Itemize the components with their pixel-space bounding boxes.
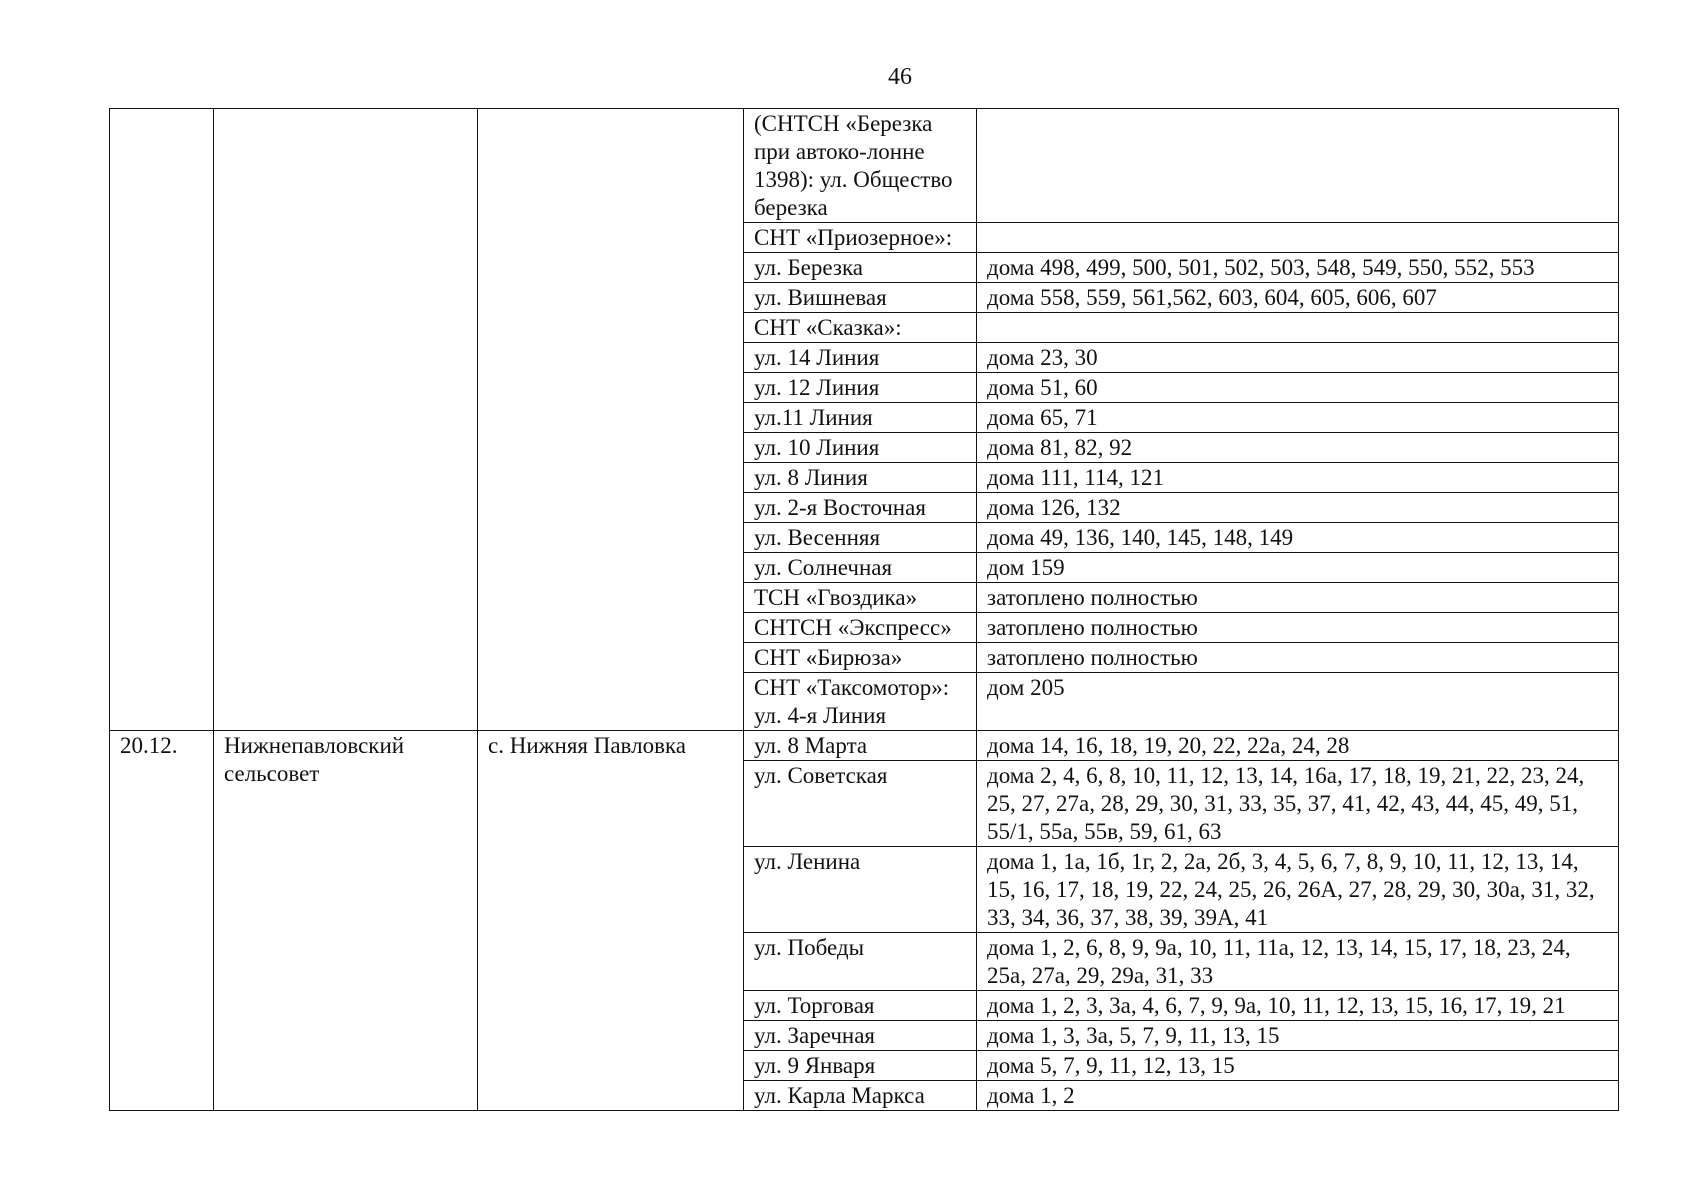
address-table xyxy=(109,108,1619,1111)
houses-cell xyxy=(977,313,1619,343)
houses-cell: дома 1, 3, 3а, 5, 7, 9, 11, 13, 15 xyxy=(977,1021,1619,1051)
street-cell: ул. 9 Января xyxy=(744,1051,977,1081)
houses-cell: дома 1, 2 xyxy=(977,1081,1619,1111)
address-table-body xyxy=(110,109,1619,1111)
houses-cell: дома 51, 60 xyxy=(977,373,1619,403)
houses-cell: дома 1, 2, 6, 8, 9, 9а, 10, 11, 11а, 12, 13, 14, 15, 17, 18, 23, 24, 25а, 27а, 29, 29а, 31, 33 xyxy=(977,933,1619,991)
street-cell: ул. Советская xyxy=(744,761,977,847)
houses-cell: дома 81, 82, 92 xyxy=(977,433,1619,463)
street-cell: ул. Солнечная xyxy=(744,553,977,583)
street-cell: ул. Победы xyxy=(744,933,977,991)
table-row xyxy=(110,109,1619,223)
houses-cell: дом 159 xyxy=(977,553,1619,583)
page-number: 46 xyxy=(888,64,912,90)
street-cell: ул. Березка xyxy=(744,253,977,283)
houses-cell: дома 111, 114, 121 xyxy=(977,463,1619,493)
street-cell: ул. Карла Маркса xyxy=(744,1081,977,1111)
houses-cell xyxy=(977,223,1619,253)
houses-cell: дома 23, 30 xyxy=(977,343,1619,373)
street-cell: ул. 8 Марта xyxy=(744,731,977,761)
empty-number-cell xyxy=(110,109,214,731)
houses-cell: затоплено полностью xyxy=(977,613,1619,643)
table-row xyxy=(110,731,1619,761)
houses-cell: затоплено полностью xyxy=(977,583,1619,613)
street-cell: СНТ «Приозерное»: xyxy=(744,223,977,253)
houses-cell: дома 498, 499, 500, 501, 502, 503, 548, 549, 550, 552, 553 xyxy=(977,253,1619,283)
street-cell: ул. 8 Линия xyxy=(744,463,977,493)
houses-cell: дома 2, 4, 6, 8, 10, 11, 12, 13, 14, 16а, 17, 18, 19, 21, 22, 23, 24, 25, 27, 27а, 28, 29, 30, 31, 33, 35, 37, 41, 42, 43, 44, 45, 49, 51, 55/1, 55а, 55в, 59, 61, 63 xyxy=(977,761,1619,847)
street-cell: СНТ «Бирюза» xyxy=(744,643,977,673)
houses-cell: дом 205 xyxy=(977,673,1619,731)
empty-settlement-cell xyxy=(478,109,744,731)
houses-cell: дома 1, 1а, 1б, 1г, 2, 2а, 2б, 3, 4, 5, 6, 7, 8, 9, 10, 11, 12, 13, 14, 15, 16, 17, 18, 19, 22, 24, 25, 26, 26А, 27, 28, 29, 30, 30а, 31, 32, 33, 34, 36, 37, 38, 39, 39А, 41 xyxy=(977,847,1619,933)
houses-cell: дома 1, 2, 3, 3а, 4, 6, 7, 9, 9а, 10, 11, 12, 13, 15, 16, 17, 19, 21 xyxy=(977,991,1619,1021)
street-cell: ул.11 Линия xyxy=(744,403,977,433)
settlement-cell: с. Нижняя Павловка xyxy=(478,731,744,1111)
houses-cell: затоплено полностью xyxy=(977,643,1619,673)
entry-number-cell: 20.12. xyxy=(110,731,214,1111)
houses-cell: дома 558, 559, 561,562, 603, 604, 605, 606, 607 xyxy=(977,283,1619,313)
street-cell: ул. 2-я Восточная xyxy=(744,493,977,523)
street-cell: СНТ «Таксомотор»: ул. 4-я Линия xyxy=(744,673,977,731)
street-cell: СНТ «Сказка»: xyxy=(744,313,977,343)
houses-cell: дома 49, 136, 140, 145, 148, 149 xyxy=(977,523,1619,553)
council-cell: Нижнепавловский сельсовет xyxy=(214,731,478,1111)
street-cell: ТСН «Гвоздика» xyxy=(744,583,977,613)
houses-cell xyxy=(977,109,1619,223)
street-cell: ул. 14 Линия xyxy=(744,343,977,373)
street-cell: ул. Весенняя xyxy=(744,523,977,553)
street-cell: (СНТСН «Березка при автоко-лонне 1398): ул. Общество березка xyxy=(744,109,977,223)
street-cell: ул. Ленина xyxy=(744,847,977,933)
houses-cell: дома 14, 16, 18, 19, 20, 22, 22а, 24, 28 xyxy=(977,731,1619,761)
street-cell: ул. 12 Линия xyxy=(744,373,977,403)
street-cell: СНТСН «Экспресс» xyxy=(744,613,977,643)
street-cell: ул. Заречная xyxy=(744,1021,977,1051)
empty-council-cell xyxy=(214,109,478,731)
houses-cell: дома 5, 7, 9, 11, 12, 13, 15 xyxy=(977,1051,1619,1081)
street-cell: ул. 10 Линия xyxy=(744,433,977,463)
houses-cell: дома 126, 132 xyxy=(977,493,1619,523)
houses-cell: дома 65, 71 xyxy=(977,403,1619,433)
street-cell: ул. Торговая xyxy=(744,991,977,1021)
street-cell: ул. Вишневая xyxy=(744,283,977,313)
